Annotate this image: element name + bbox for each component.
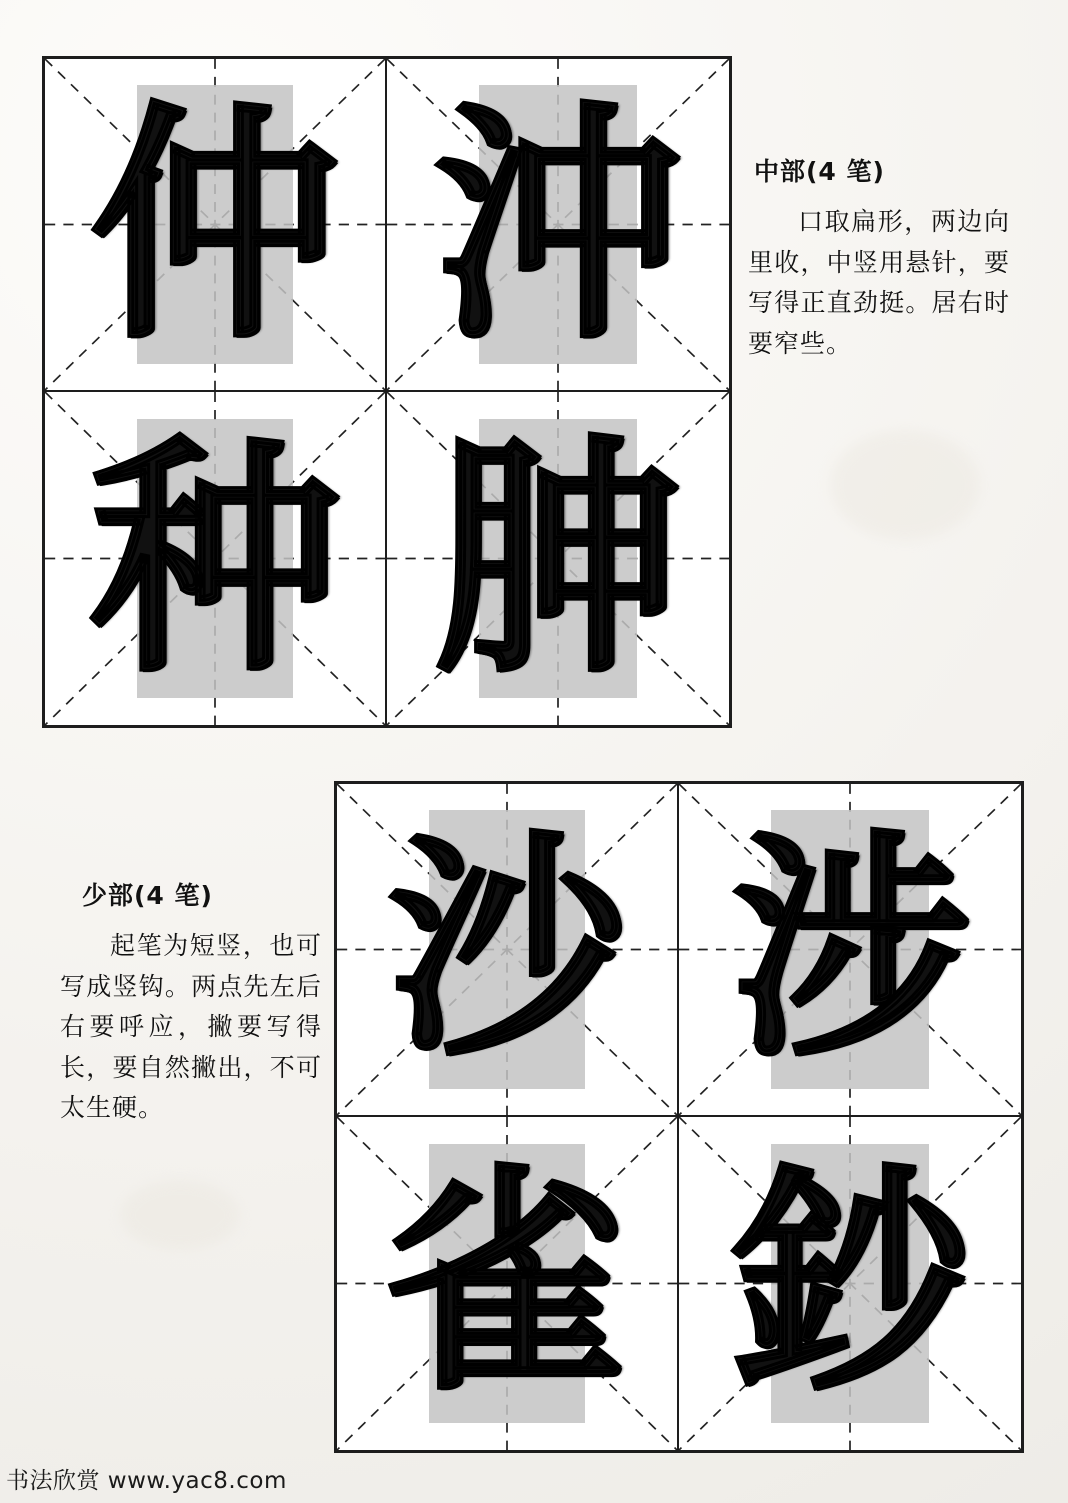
note-body: 口取扁形，两边向里收，中竖用悬针，要写得正直劲挺。居右时要窄些。 [748,207,1010,358]
note-title: 少部(4 笔) [82,881,213,910]
grid-cell [387,392,729,725]
note-body: 起笔为短竖，也可写成竖钩。两点先左后右要呼应，撇要写得长，要自然撇出，不可太生硬。 [60,931,322,1122]
glyph-character: 涉 [731,809,969,1089]
grid-cell [387,59,729,392]
note-panel-shaobu [60,876,322,1129]
glyph-character: 种 [90,411,340,706]
glyph-character: 雀 [388,1143,626,1423]
glyph-character: 沖 [433,77,683,372]
grid-cell [45,59,387,392]
note-title: 中部(4 笔) [754,157,885,186]
grid-cell [337,784,679,1117]
site-watermark: 书法欣赏 www.yac8.com [6,1468,287,1494]
grid-cell [679,784,1021,1117]
glyph-character: 沙 [388,809,626,1089]
glyph-character: 仲 [90,77,340,372]
paper-blotch [120,1180,240,1250]
grid-cell [45,392,387,725]
character-grid-top [42,56,732,728]
glyph-character: 胂 [433,411,683,706]
paper-blotch [830,430,980,540]
grid-cell [337,1117,679,1450]
character-grid-bottom [334,781,1024,1453]
grid-cell [679,1117,1021,1450]
glyph-character: 鈔 [731,1143,969,1423]
note-panel-zhongbu [748,152,1010,364]
